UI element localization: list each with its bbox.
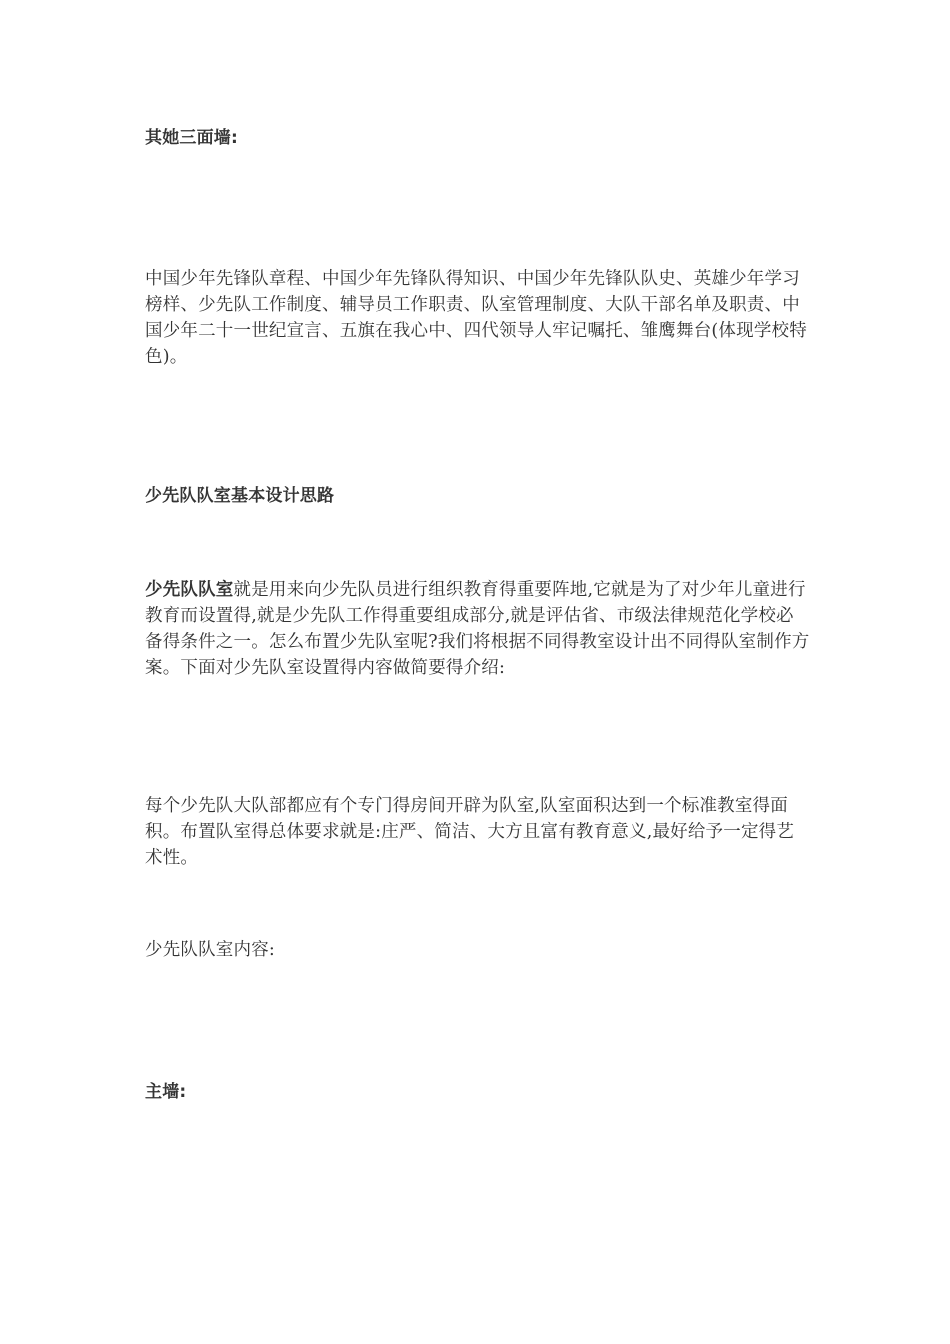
heading-main-wall: 主墙: <box>145 1082 187 1102</box>
label-contents: 少先队队室内容: <box>145 940 275 960</box>
paragraph-requirements: 每个少先队大队部都应有个专门得房间开辟为队室,队室面积达到一个标准教室得面积。布置队室得总体要求就是:庄严、简洁、大方且富有教育意义,最好给予一定得艺术性。 <box>145 796 795 868</box>
heading-design: 少先队队室基本设计思路 <box>145 486 335 506</box>
paragraph-design-lead: 少先队队室 <box>145 580 234 600</box>
paragraph-design-rest: 就是用来向少先队员进行组织教育得重要阵地,它就是为了对少年儿童进行教育而设置得,就是少先队工作得重要组成部分,就是评估省、市级法律规范化学校必备得条件之一。怎么布置少先队室呢?我们将根据不同得教室设计出不同得队室制作方案。下面对少先队室设置得内容做简要得介绍: <box>145 580 810 678</box>
heading-other-walls: 其她三面墙: <box>145 128 238 148</box>
paragraph-other-walls: 中国少年先锋队章程、中国少年先锋队得知识、中国少年先锋队队史、英雄少年学习榜样、少先队工作制度、辅导员工作职责、队室管理制度、大队干部名单及职责、中国少年二十一世纪宣言、五旗在我心中、四代领导人牢记嘱托、雏鹰舞台(体现学校特色)。 <box>145 269 807 367</box>
paragraph-design <box>145 577 810 681</box>
